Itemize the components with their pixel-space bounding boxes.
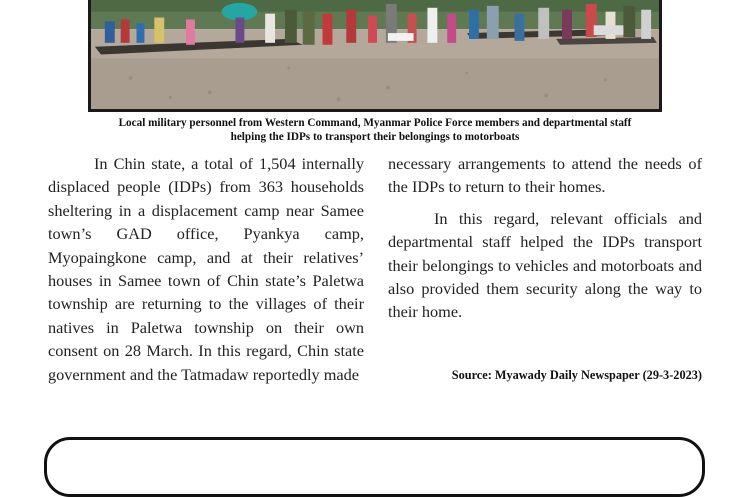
source-credit: Source: Myawady Daily Newspaper (29-3-2023) [451,368,702,382]
bottom-rounded-box [44,437,705,497]
photo-illustration [91,0,659,109]
article-column-left [48,152,364,386]
caption-line-1: Local military personnel from Western Command, Myanmar Police Force members and departmental staff [118,117,632,129]
article-column-right [388,152,702,324]
article-paragraph-2: In this regard, relevant officials and departmental staff helped the IDPs transport their belongings to vehicles and motorboats and also provided them security along the way to their home. [388,208,702,322]
caption-line-2: helping the IDPs to transport their belongings to motorboats [230,131,520,143]
news-photo [88,0,662,112]
article-paragraph-1: In Chin state, a total of 1,504 internally displaced people (IDPs) from 363 households sheltering in a displacement camp near Samee town’s GAD office, Pyankya camp, Myopaingkone camp, and at their relatives’ houses in Samee town of Chin state’s Paletwa township are returning to the villages of their natives in Paletwa township on their own consent on 28 March. In this regard, Chin state government and the Tatmadaw reportedly made [48,154,364,384]
article-paragraph-1-continued: necessary arrangements to attend the needs of the IDPs to return to their homes. [388,154,702,197]
photo-caption [60,116,690,144]
